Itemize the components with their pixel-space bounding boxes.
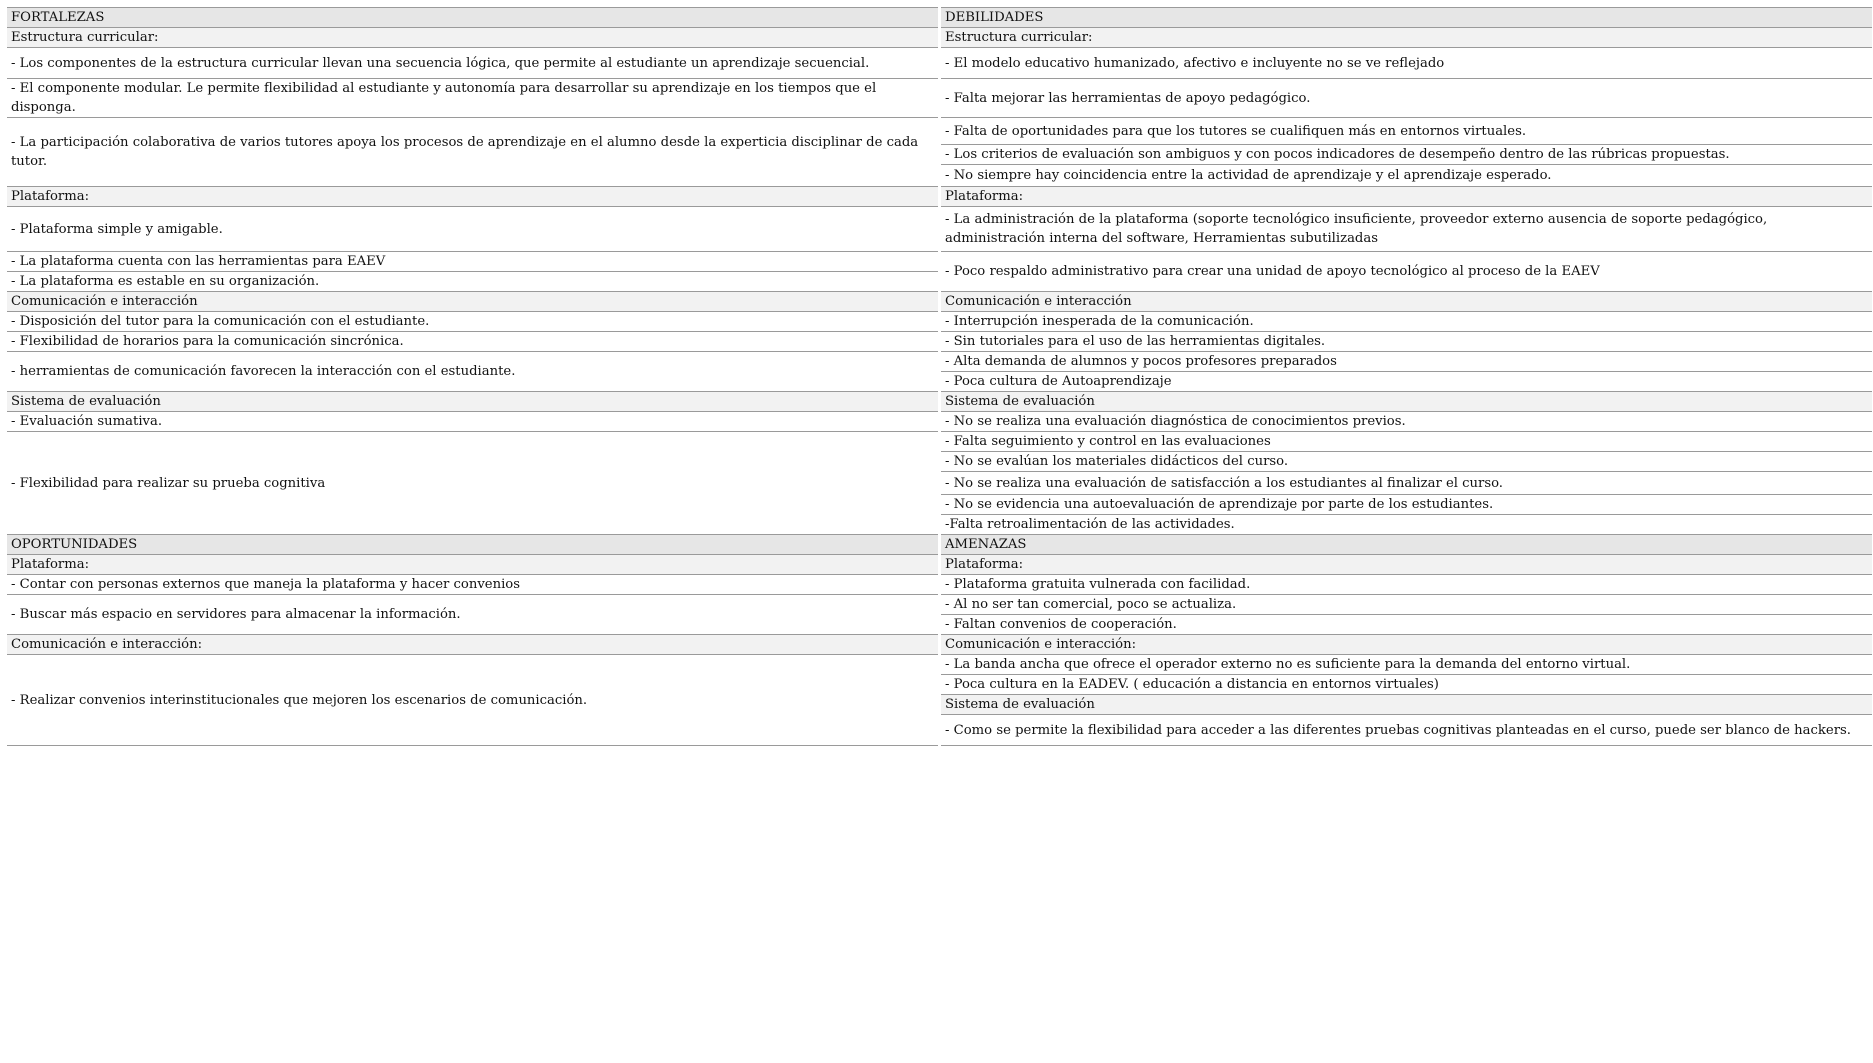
debilidad-item: - No se evidencia una autoevaluación de aprendizaje por parte de los estudiantes. <box>941 495 1872 515</box>
debilidad-item: - Sin tutoriales para el uso de las herramientas digitales. <box>941 332 1872 352</box>
debilidad-item: - Falta de oportunidades para que los tutores se cualifiquen más en entornos virtuales. <box>941 118 1872 145</box>
fortaleza-item: - El componente modular. Le permite flexibilidad al estudiante y autonomía para desarrollar su aprendizaje en los tiempos que el disponga. <box>7 79 938 118</box>
table-row <box>7 187 1872 207</box>
fortaleza-item: - Flexibilidad de horarios para la comunicación sincrónica. <box>7 332 938 352</box>
table-row <box>7 635 1872 655</box>
amenazas-comunicacion-title: Comunicación e interacción: <box>941 635 1872 655</box>
debilidad-item: - La administración de la plataforma (soporte tecnológico insuficiente, proveedor externo ausencia de soporte pedagógico, administración interna del software, Herramientas subutilizadas <box>941 207 1872 252</box>
debilidades-heading: DEBILIDADES <box>941 7 1872 28</box>
table-row <box>7 79 1872 118</box>
debilidad-item: - No se realiza una evaluación diagnóstica de conocimientos previos. <box>941 412 1872 432</box>
fortalezas-heading: FORTALEZAS <box>7 7 938 28</box>
table-row <box>7 555 1872 575</box>
table-row <box>7 575 1872 595</box>
fortaleza-item: - Evaluación sumativa. <box>7 412 938 432</box>
table-row <box>7 392 1872 412</box>
fortaleza-item: - herramientas de comunicación favorecen la interacción con el estudiante. <box>7 352 938 392</box>
table-row <box>7 412 1872 432</box>
debilidad-item: - No se realiza una evaluación de satisfacción a los estudiantes al finalizar el curso. <box>941 472 1872 495</box>
table-row <box>7 332 1872 352</box>
amenaza-item: - Al no ser tan comercial, poco se actualiza. <box>941 595 1872 615</box>
foda-document <box>7 7 1873 746</box>
oportunidad-item: - Buscar más espacio en servidores para almacenar la información. <box>7 595 938 635</box>
debilidad-item: - El modelo educativo humanizado, afectivo e incluyente no se ve reflejado <box>941 48 1872 79</box>
amenazas-plataforma-title: Plataforma: <box>941 555 1872 575</box>
fortaleza-item: - Plataforma simple y amigable. <box>7 207 938 252</box>
amenazas-evaluacion-title: Sistema de evaluación <box>941 695 1872 715</box>
debilidad-item: - Poca cultura de Autoaprendizaje <box>941 372 1872 392</box>
debilidades-evaluacion-title: Sistema de evaluación <box>941 392 1872 412</box>
table-row <box>7 207 1872 252</box>
oportunidades-heading: OPORTUNIDADES <box>7 535 938 555</box>
debilidad-item: - Falta mejorar las herramientas de apoyo pedagógico. <box>941 79 1872 118</box>
table-row <box>7 312 1872 332</box>
amenaza-item: - La banda ancha que ofrece el operador externo no es suficiente para la demanda del entorno virtual. <box>941 655 1872 675</box>
table-row <box>7 535 1872 555</box>
table-row <box>7 48 1872 79</box>
debilidad-item: - No siempre hay coincidencia entre la actividad de aprendizaje y el aprendizaje esperado. <box>941 165 1872 187</box>
amenaza-item: - Como se permite la flexibilidad para acceder a las diferentes pruebas cognitivas planteadas en el curso, puede ser blanco de hackers. <box>941 715 1872 746</box>
debilidad-item: -Falta retroalimentación de las actividades. <box>941 515 1872 535</box>
fortaleza-item: - Disposición del tutor para la comunicación con el estudiante. <box>7 312 938 332</box>
debilidades-comunicacion-title: Comunicación e interacción <box>941 292 1872 312</box>
fortalezas-comunicacion-title: Comunicación e interacción <box>7 292 938 312</box>
debilidad-item: - No se evalúan los materiales didácticos del curso. <box>941 452 1872 472</box>
oportunidades-plataforma-title: Plataforma: <box>7 555 938 575</box>
table-row <box>7 252 1872 272</box>
oportunidades-comunicacion-title: Comunicación e interacción: <box>7 635 938 655</box>
table-row <box>7 595 1872 615</box>
amenaza-item: - Faltan convenios de cooperación. <box>941 615 1872 635</box>
fortaleza-item: - La plataforma es estable en su organización. <box>7 272 938 292</box>
amenaza-item: - Plataforma gratuita vulnerada con facilidad. <box>941 575 1872 595</box>
table-row <box>7 432 1872 452</box>
debilidad-item: - Los criterios de evaluación son ambiguos y con pocos indicadores de desempeño dentro de las rúbricas propuestas. <box>941 145 1872 165</box>
debilidad-item: - Alta demanda de alumnos y pocos profesores preparados <box>941 352 1872 372</box>
table-row <box>7 352 1872 372</box>
fortaleza-item: - Los componentes de la estructura curricular llevan una secuencia lógica, que permite al estudiante un aprendizaje secuencial. <box>7 48 938 79</box>
table-row <box>7 118 1872 145</box>
fortaleza-item: - La plataforma cuenta con las herramientas para EAEV <box>7 252 938 272</box>
table-row <box>7 655 1872 675</box>
fortalezas-evaluacion-title: Sistema de evaluación <box>7 392 938 412</box>
table-row <box>7 28 1872 48</box>
oportunidad-item: - Contar con personas externos que maneja la plataforma y hacer convenios <box>7 575 938 595</box>
table-row <box>7 292 1872 312</box>
debilidad-item: - Falta seguimiento y control en las evaluaciones <box>941 432 1872 452</box>
fortalezas-estructura-title: Estructura curricular: <box>7 28 938 48</box>
oportunidad-item: - Realizar convenios interinstitucionales que mejoren los escenarios de comunicación. <box>7 655 938 746</box>
fortaleza-item: - Flexibilidad para realizar su prueba cognitiva <box>7 432 938 535</box>
debilidad-item: - Poco respaldo administrativo para crear una unidad de apoyo tecnológico al proceso de la EAEV <box>941 252 1872 292</box>
foda-table <box>4 7 1873 746</box>
fortaleza-item: - La participación colaborativa de varios tutores apoya los procesos de aprendizaje en el alumno desde la experticia disciplinar de cada tutor. <box>7 118 938 187</box>
debilidad-item: - Interrupción inesperada de la comunicación. <box>941 312 1872 332</box>
fortalezas-plataforma-title: Plataforma: <box>7 187 938 207</box>
amenaza-item: - Poca cultura en la EADEV. ( educación a distancia en entornos virtuales) <box>941 675 1872 695</box>
debilidades-estructura-title: Estructura curricular: <box>941 28 1872 48</box>
amenazas-heading: AMENAZAS <box>941 535 1872 555</box>
debilidades-plataforma-title: Plataforma: <box>941 187 1872 207</box>
table-row <box>7 7 1872 28</box>
